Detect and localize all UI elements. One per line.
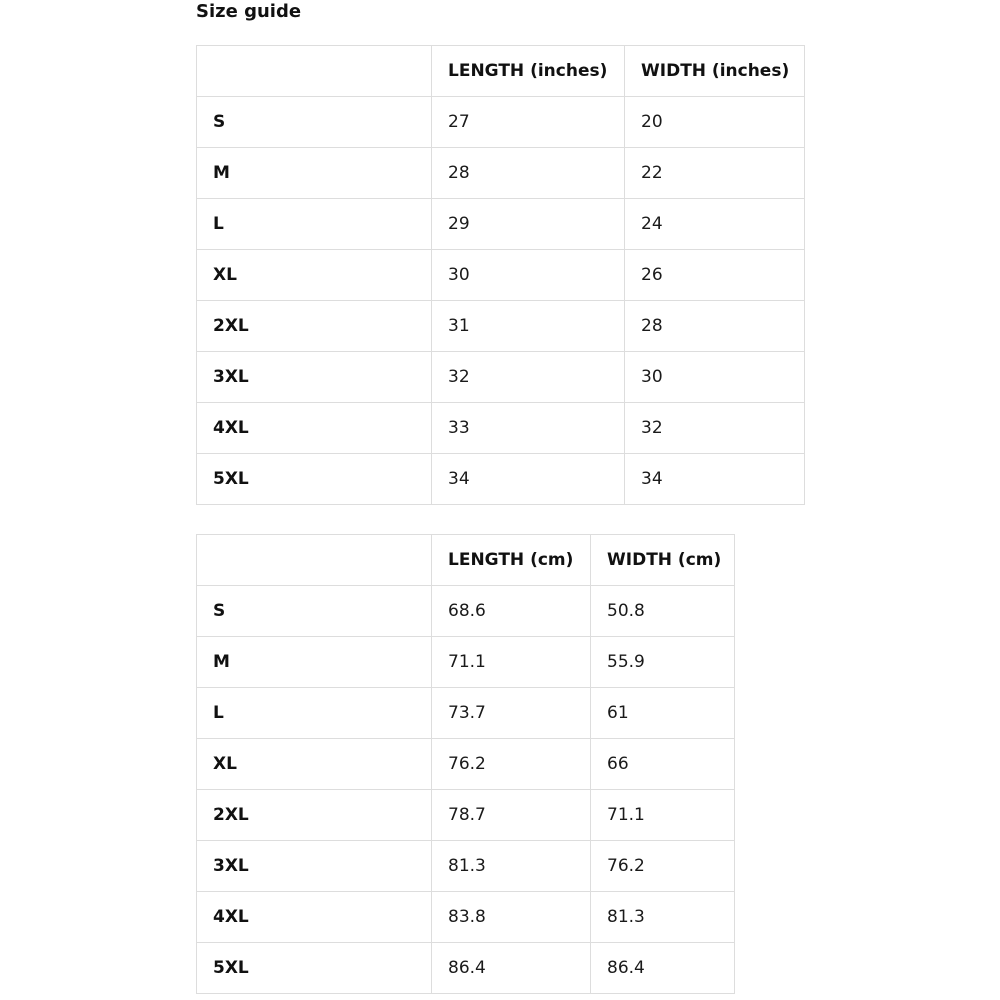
size-cell: 3XL (197, 841, 432, 892)
length-cell: 28 (432, 148, 625, 199)
width-cell: 28 (625, 301, 805, 352)
size-cell: L (197, 688, 432, 739)
size-cell: XL (197, 739, 432, 790)
length-cell: 34 (432, 454, 625, 505)
size-table-inches (196, 45, 805, 505)
width-column-header: WIDTH (inches) (625, 46, 805, 97)
length-cell: 73.7 (432, 688, 591, 739)
width-cell: 32 (625, 403, 805, 454)
length-cell: 32 (432, 352, 625, 403)
table-header-row (197, 535, 735, 586)
table-row (197, 688, 735, 739)
length-cell: 33 (432, 403, 625, 454)
length-column-header: LENGTH (cm) (432, 535, 591, 586)
table-row (197, 637, 735, 688)
width-cell: 55.9 (591, 637, 735, 688)
length-cell: 30 (432, 250, 625, 301)
size-cell: M (197, 148, 432, 199)
width-cell: 71.1 (591, 790, 735, 841)
width-cell: 30 (625, 352, 805, 403)
size-cell: XL (197, 250, 432, 301)
length-cell: 86.4 (432, 943, 591, 994)
width-column-header: WIDTH (cm) (591, 535, 735, 586)
table-row (197, 841, 735, 892)
table-header-row (197, 46, 805, 97)
table-row (197, 454, 805, 505)
width-cell: 66 (591, 739, 735, 790)
table-row (197, 403, 805, 454)
length-cell: 76.2 (432, 739, 591, 790)
corner-header-cell (197, 535, 432, 586)
width-cell: 81.3 (591, 892, 735, 943)
size-cell: 4XL (197, 403, 432, 454)
table-row (197, 790, 735, 841)
width-cell: 26 (625, 250, 805, 301)
length-cell: 27 (432, 97, 625, 148)
width-cell: 76.2 (591, 841, 735, 892)
table-row (197, 352, 805, 403)
length-cell: 83.8 (432, 892, 591, 943)
table-row (197, 739, 735, 790)
size-cell: L (197, 199, 432, 250)
width-cell: 50.8 (591, 586, 735, 637)
length-cell: 68.6 (432, 586, 591, 637)
size-cell: S (197, 97, 432, 148)
width-cell: 34 (625, 454, 805, 505)
length-column-header: LENGTH (inches) (432, 46, 625, 97)
size-cell: 3XL (197, 352, 432, 403)
table-gap (196, 505, 1000, 534)
size-cell: 5XL (197, 454, 432, 505)
length-cell: 78.7 (432, 790, 591, 841)
corner-header-cell (197, 46, 432, 97)
width-cell: 61 (591, 688, 735, 739)
length-cell: 71.1 (432, 637, 591, 688)
width-cell: 22 (625, 148, 805, 199)
table-row (197, 943, 735, 994)
size-cell: S (197, 586, 432, 637)
length-cell: 29 (432, 199, 625, 250)
width-cell: 24 (625, 199, 805, 250)
width-cell: 86.4 (591, 943, 735, 994)
length-cell: 81.3 (432, 841, 591, 892)
size-table-cm (196, 534, 735, 994)
table-row (197, 199, 805, 250)
table-row (197, 97, 805, 148)
table-row (197, 250, 805, 301)
table-row (197, 586, 735, 637)
size-cell: 2XL (197, 790, 432, 841)
width-cell: 20 (625, 97, 805, 148)
size-cell: M (197, 637, 432, 688)
table-row (197, 892, 735, 943)
size-cell: 5XL (197, 943, 432, 994)
size-cell: 2XL (197, 301, 432, 352)
table-row (197, 301, 805, 352)
page-title: Size guide (196, 1, 302, 22)
table-row (197, 148, 805, 199)
size-cell: 4XL (197, 892, 432, 943)
length-cell: 31 (432, 301, 625, 352)
